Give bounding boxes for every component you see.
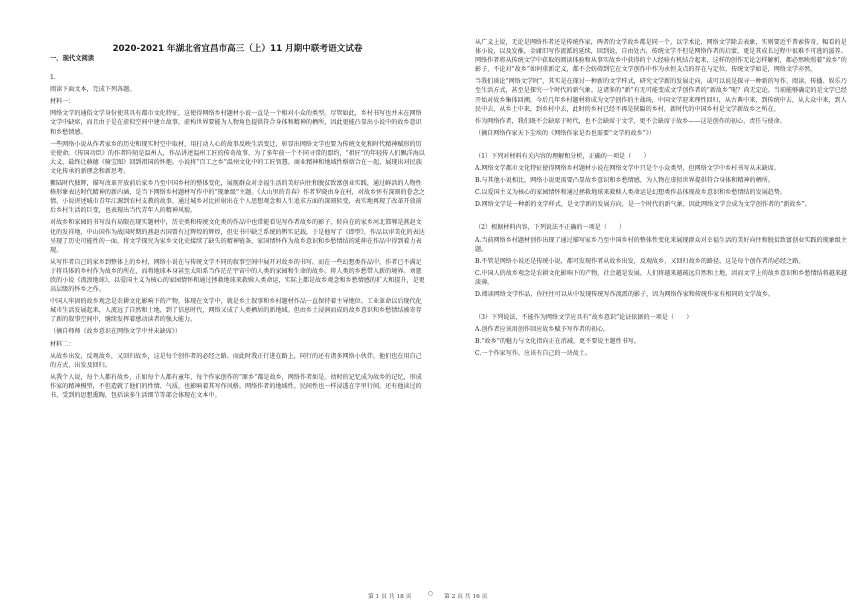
center-circle-icon: ○ bbox=[428, 591, 434, 597]
material-2-label: 材料二： bbox=[50, 340, 75, 348]
question-1-option-d[interactable]: D.网络文学是一种新的文学样式，是文学新的发展方向，是一个时代的新气象，因此网络文学会成为文学创作者的“新故乡”。 bbox=[475, 201, 811, 209]
material-1-paragraph: 对故乡和家园的书写没有局限在现实题材中，历史类和传统文化类的作品中也常能看见写作者故乡的影子，转向在的家乡河北邯郸是燕赵文化的发祥地，中山国作为战国时期的燕赵古国曾有过辉煌的辉煌，但史书中缺乏系统的辨实记载，于是他写了《即型》，作品以审美化的表达呈现了历史可能性的一面，将文学探究为家乡文化史接续了缺失的精神链条，家国情怀作为故乡意识和乡愁情结的延伸在作品中得到着力表现。 bbox=[50, 219, 425, 254]
material-2-paragraph: 作为网络作者，我们既不会缺席于时代，也不会缺席于文学，更不会缺席于故乡——这是创作的初心，责任与使命。 bbox=[475, 117, 786, 125]
question-2-option-a[interactable]: A.当前网络乡村题材创作出现了通过描写家乡乃至中国乡村的整体性变化来展现群众对幸福生活的美好向往和脱贫致富创业实践的现象级主题。 bbox=[475, 236, 847, 253]
right-column bbox=[475, 38, 850, 361]
question-3-option-b[interactable]: B.“故乡”的魅力与文化指向正在消减，更不要说主题性书写。 bbox=[475, 338, 640, 346]
material-1-paragraph: 紫陆时代独辉，描写改革开放前后家乡乃至中国乡村的整体变化，展现群众对幸福生活的美好向往和脱贫致富创业实践，通过鲜活的人物性格形象表达时代精神的新内涵，是当下网络乡村题材写作中的“现象级”主题。《大山里的青春》作者罗晓由身在村，对故乡怀有深刻的眷念之情，小说讲述城市青年江源到农村支教的故事，通过城乡对比折射出在个人思想观念和人生追求方面的深刻转变，表实地再现了改革开放前后乡村生活的巨变，也表现出当代青年人的精神风貌。 bbox=[50, 180, 425, 215]
material-2-paragraph: 从故乡出发，反观故乡，又回归故乡，这是每个创作者的必经之路。而此时我正行进在路上，同行的还有诸多网络小伙伴，他们也在用自己的方式，出发及回归。 bbox=[50, 352, 422, 369]
instruction-text: 阅读下面文本，完成下列各题。 bbox=[50, 86, 136, 94]
question-3-option-c[interactable]: C.一个作家写作，应该有自己的一块故土。 bbox=[475, 350, 592, 358]
page-number-left: 第 1 页 共 18 页 bbox=[368, 594, 412, 600]
question-2-option-d[interactable]: D.阅读网络文学作品，你往往可以从中发现传统写作流派的影子，因为网络作家和传统作家有相同的文学故乡。 bbox=[475, 290, 775, 298]
material-1-label: 材料一： bbox=[50, 98, 75, 106]
question-2-option-b[interactable]: B.不管是网络小说还是传统小说，都可发现作者从故乡出发，反观故乡，又回归故乡的路径，这是每个创作者的必经之路。 bbox=[475, 257, 805, 265]
material-1-paragraph: 一些网络小说从作者家乡的历史和现实时空中取材，用打动人心的故事反映生活变迁，彰显出网络文学也要为传统文化和时代精神赋形的历史使命。《传国功臣》的作者阡陌是温州人，作品讲述温州工匠的传奇故事，为了多年前一个不同寻常的盟约，“祖匠”的年轻传人们飘洋海以大义，最终让赫德《骑宝图》回到祖国的怀抱。小说将“百工之乡”温州文化中的工匠智慧、商业精神和地域性格熔合在一起，展现出对民族文化传承的新理念和新思考。 bbox=[50, 140, 425, 175]
question-1-option-a[interactable]: A.网络文学都市文化特征使得网络乡村题材小说在网络文学中只是个小众类型，但网络文学中乡村书写从未缺席。 bbox=[475, 165, 780, 173]
page-number-right: 第 2 页 共 16 页 bbox=[444, 594, 488, 600]
material-1-paragraph: 从写作者自己的家乡到整体上的乡村，网络小说在与传统文学不同的叙事空间中展开对故乡的书写。而在一些幻想类作品中，作者已不满足于将具体的乡村作为故乡的所在，而将地球本身甚至太阳系当作茫茫宇宙中的人类的家园和生命的故乡。将人类的乡愁带入新的境界。刘慈欣的小说《流浪地球》，以爱国主义为核心的家园情怀和通过拯救地球来救赎人类命运，实际上都是故乡观念和乡愁情感的扩大和提升，是更高层级的怀乡之作。 bbox=[50, 258, 425, 294]
material-1-paragraph: 中国人牢固的故乡观念是农耕文化影响下的产物，体现在文学中，就是乡土叙事和乡村题材作品一直保持着主导地位。工业革命以后现代化城市生活发展起来，人流远了自然和土地，到了信息时代，网络又成了人类栖居的新地域。但由乡土浸润而成的故乡意识和乡愁情结被寄存了新的叙事空间中，继续发挥着感动读者的强大能力。 bbox=[50, 298, 422, 324]
material-2-source: （摘自网络作家天下尘埃的《网络作家是否也需要“文学的故乡”》） bbox=[475, 129, 655, 137]
material-2-paragraph: 当我们谈论“网络文学时”，其实是在探讨一种新的文学样式，研究文学新的发展走向，或可以说是探寻一种新的写作、阅读、传播、娱乐乃至生活方式，甚至是探究一个时代的新气象。这诸多的“新”有无可能变成文学创作者的“新故乡”呢？尚无定论。当前能够确定的是文学已经开始对故乡集体回溯，今后几年乡村题材将成为文学创作的主战场，中国文学迎来理性回归，从古典中来，到传统中去，从大众中来，到人民中去，从乡土中来，到乡村中去，此时的乡村已经不再是狭隘的乡村，新时代的中国乡村是文学新故乡之所在。 bbox=[475, 78, 847, 113]
question-1-option-b[interactable]: B.与其他小说相比，网络小说更需要凸显故乡意识和乡愁情感，为人物在虚拟世界提供符合身体和精神的栖所。 bbox=[475, 177, 774, 185]
material-1-paragraph: 网络文学的通俗文学身份使其具有都市文化特征，这使得网络乡村题材小说一直是一个相对小众的类型。尽管如此，乡村书写也并未在网络文学中缺席，而且由于是在虚拟空间中建立故事，虚构世界要能为人物角色提供符合身体和精神的栖所，因此更能凸显出小说中的故乡意识和乡愁情感。 bbox=[50, 110, 422, 136]
material-2-paragraph: 从我个人说，每个人都有故乡，正如每个人都有童年，每个作家创作的“原乡”都是故乡，网络作者如是。幼时的记忆成为故乡的记忆，形成作家的精神模型，不但造就了他们的性情、气质，也影响着其写作风格。网络作者的地域性、民间性也一样浸透在字里行间，还有他读过的书、受到的思想熏陶，包括读多生活细节等部会体现在文本中。 bbox=[50, 373, 422, 399]
section-heading: 一、现代文阅读 bbox=[50, 55, 95, 62]
question-2-option-c[interactable]: C.中国人的故乡观念是农耕文化影响下的产物，社会越是发展，人们将越来越疏远自然和土地，因而文学上的故乡意识和乡愁情结将越来越淡薄。 bbox=[475, 269, 848, 286]
question-3-stem: （3）下列说法，不能作为网络文学应具有“故乡意识”论证依据的一项是（ ） bbox=[475, 314, 693, 322]
question-3-option-a[interactable]: A.创作者应该用创作回应故乡赋予写作者的初心。 bbox=[475, 326, 610, 334]
question-2-stem: （2）根据材料内容，下列说法不正确的一项是（ ） bbox=[475, 224, 626, 232]
material-2-paragraph: 从广义上说，无论是网络作者还是传统作家，两者的文学故乡都是同一个，以学术论，网络文学除去表象，实则要近乎普索传奇，幅看的是体小说，以及发推，金庸旧写作流派的延续，回到说，自由处古，传统文学不但是网络作者的启蒙，更是其成长过程中很难不可逃的滋养。网络作者将从传统文学中获取的阅读体验和从事实故乡中获得的个人经验有机结合起来，这样的创作无论怎样解析，都必然映照着“故乡”的影子，不论对“故乡”如何重新定义，都不会妨碍到它在文学创作中作为永恒支点的存在与定位，传统文学如是，网络文学亦然。 bbox=[475, 39, 847, 74]
material-1-source: （摘自师师《故乡意识在网络文学中井未缺席》） bbox=[50, 328, 182, 336]
question-number: 1. bbox=[50, 74, 56, 82]
question-1-option-c[interactable]: C.以爱国主义为核心的家园情怀和通过拯救地球来救赎人类命运是幻想类作品体现故乡意识和乡愁情结的发展趋势。 bbox=[475, 189, 787, 197]
question-1-stem: （1）下列对材料有关内容的理解和分析，正确的一项是（ ） bbox=[475, 152, 650, 160]
document-title: 2020-2021 年湖北省宜昌市高三（上）11 月期中联考语文试卷 bbox=[112, 44, 363, 54]
